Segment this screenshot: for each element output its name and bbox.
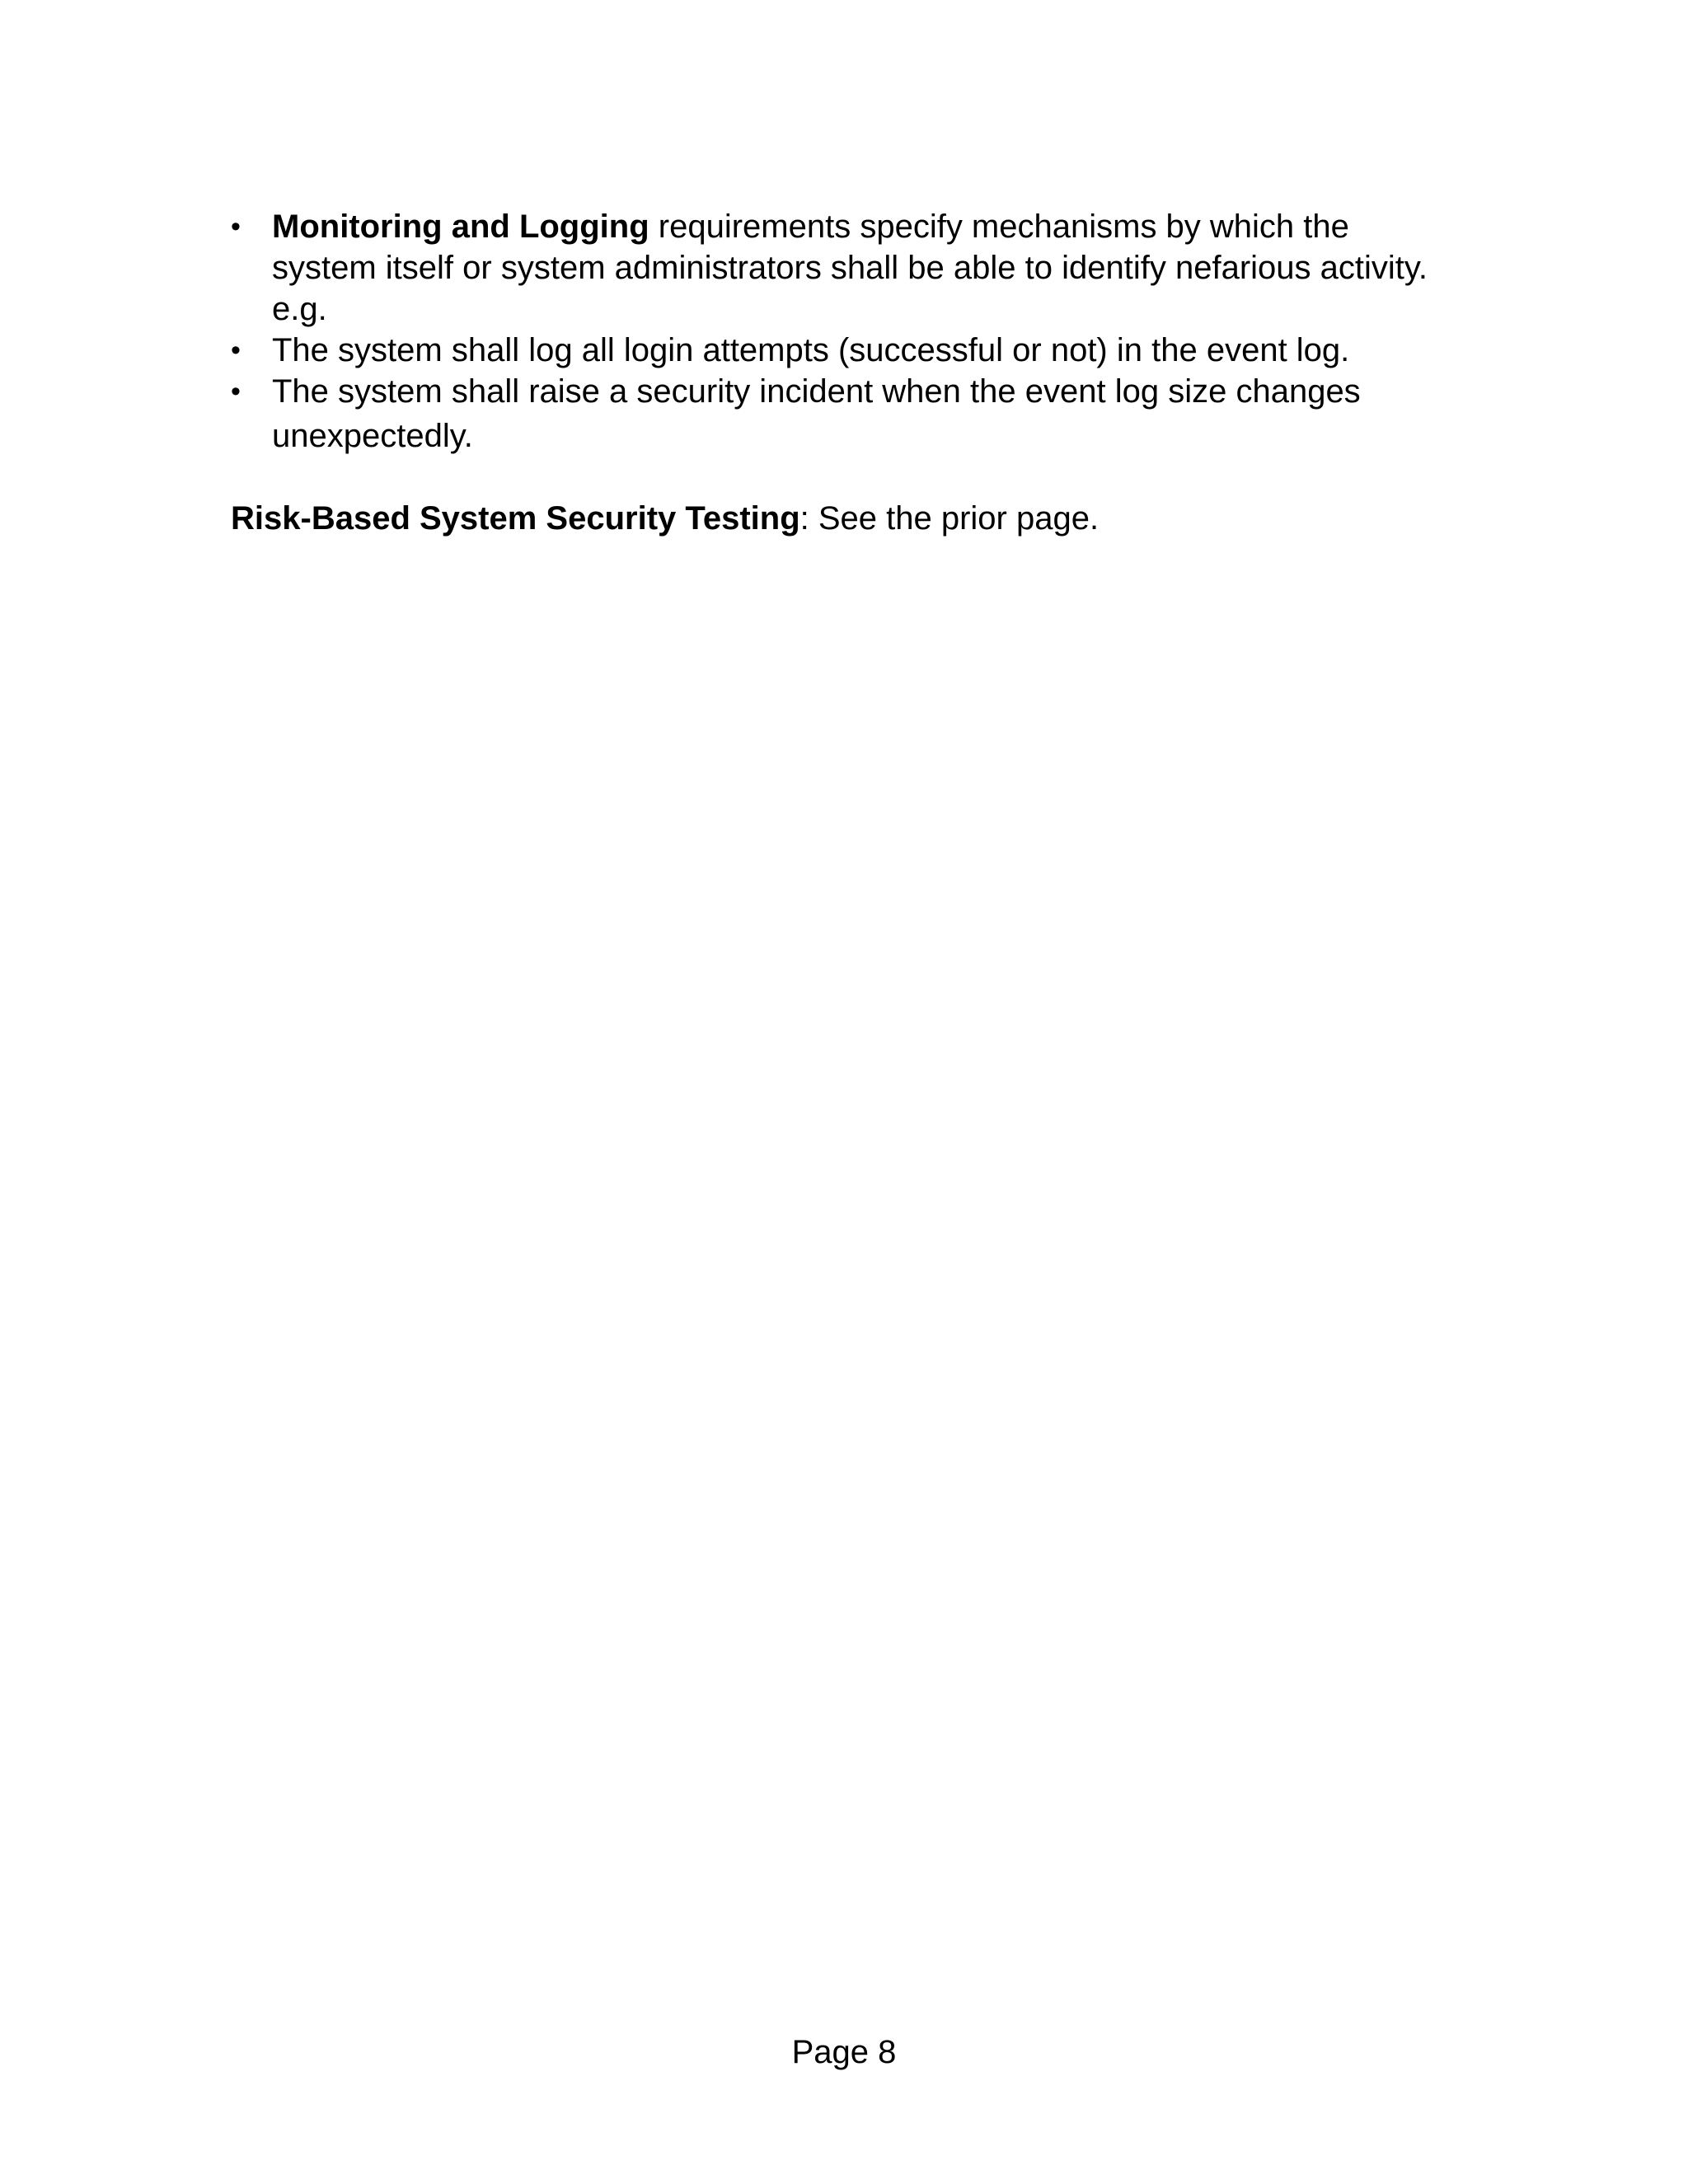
- bullet-text-line-2: unexpectedly.: [272, 418, 473, 454]
- risk-based-testing-paragraph: [231, 498, 1451, 539]
- bullet-dot-icon: •: [231, 211, 241, 242]
- bullet-item-security-incident: [231, 371, 1451, 457]
- page-content: [231, 206, 1451, 572]
- bullet-text: The system shall log all login attempts (successful or not) in the event log.: [272, 332, 1350, 368]
- bullet-dot-icon: •: [231, 335, 241, 366]
- page-number: Page 8: [791, 2034, 897, 2070]
- bullet-item-log-login-attempts: [231, 330, 1451, 371]
- bullet-text-line-1: The system shall raise a security incident when the event log size changes: [272, 373, 1361, 410]
- section-text: : See the prior page.: [799, 500, 1100, 537]
- bullet-item-monitoring-logging: [231, 206, 1451, 330]
- requirements-bullet-list: [231, 206, 1451, 457]
- bullet-bold-term: Monitoring and Logging: [272, 209, 649, 245]
- bullet-dot-icon: •: [231, 376, 241, 407]
- bullet-text: requirements specify mechanisms by which the system itself or system administrators shall be able to identify nefarious activity. e.g.: [272, 209, 1428, 327]
- section-bold-term: Risk-Based System Security Testing: [231, 500, 800, 537]
